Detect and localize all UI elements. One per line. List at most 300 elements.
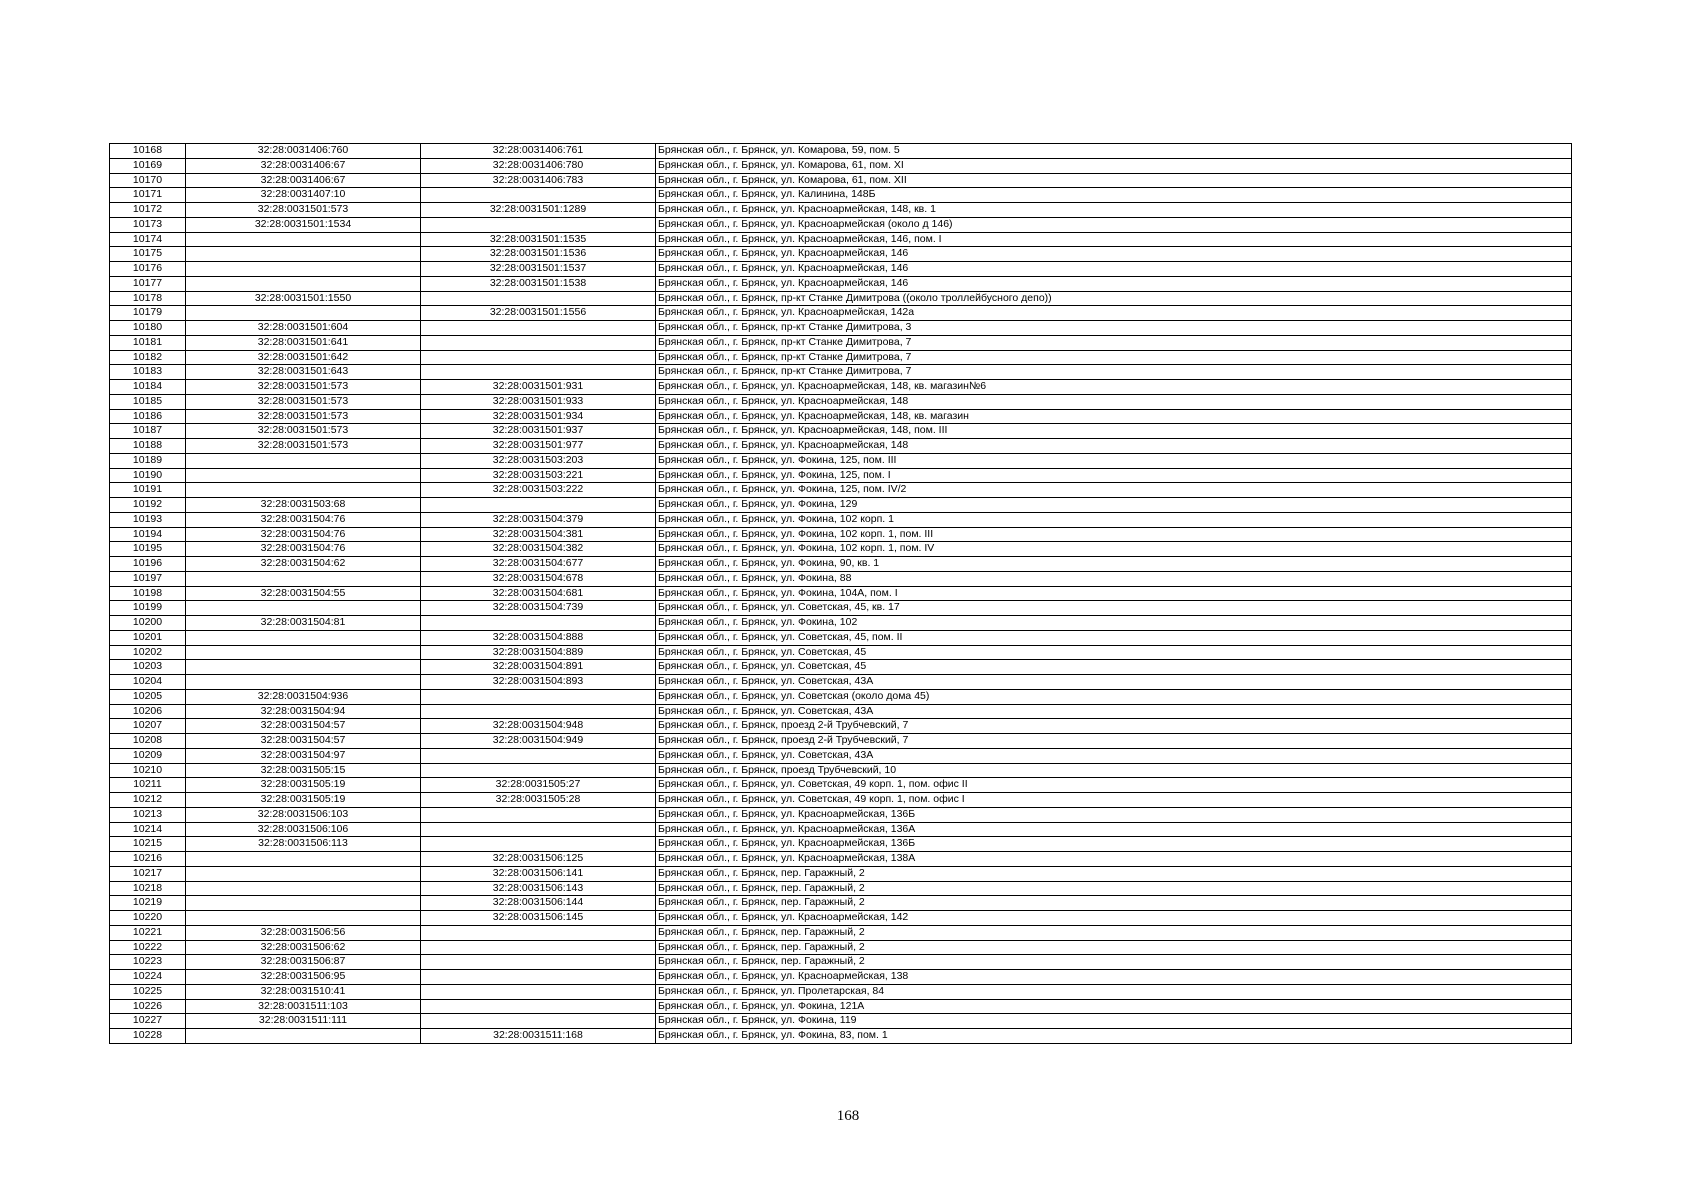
address-cell: Брянская обл., г. Брянск, пер. Гаражный, 2: [656, 955, 1572, 970]
table-row: [110, 763, 1572, 778]
object-cadastral-number-cell: 32:28:0031503:222: [421, 483, 656, 498]
cadastral-number-cell: 32:28:0031504:76: [186, 527, 421, 542]
cadastral-number-cell: 32:28:0031504:55: [186, 586, 421, 601]
cadastral-number-cell: 32:28:0031504:81: [186, 616, 421, 631]
table-row: [110, 527, 1572, 542]
row-number-cell: 10186: [110, 409, 186, 424]
row-number-cell: 10213: [110, 807, 186, 822]
cadastral-number-cell: 32:28:0031406:67: [186, 158, 421, 173]
table-row: [110, 601, 1572, 616]
address-cell: Брянская обл., г. Брянск, ул. Красноармейская, 136Б: [656, 807, 1572, 822]
cadastral-number-cell: [186, 276, 421, 291]
table-row: [110, 807, 1572, 822]
row-number-cell: 10217: [110, 866, 186, 881]
cadastral-number-cell: 32:28:0031506:113: [186, 837, 421, 852]
cadastral-number-cell: 32:28:0031505:19: [186, 793, 421, 808]
row-number-cell: 10203: [110, 660, 186, 675]
address-cell: Брянская обл., г. Брянск, ул. Красноармейская, 148, пом. III: [656, 424, 1572, 439]
row-number-cell: 10220: [110, 911, 186, 926]
cadastral-number-cell: 32:28:0031505:15: [186, 763, 421, 778]
table-row: [110, 247, 1572, 262]
table-row: [110, 276, 1572, 291]
address-cell: Брянская обл., г. Брянск, проезд 2-й Трубчевский, 7: [656, 719, 1572, 734]
address-cell: Брянская обл., г. Брянск, ул. Пролетарская, 84: [656, 984, 1572, 999]
object-cadastral-number-cell: [421, 970, 656, 985]
cadastral-number-cell: 32:28:0031504:57: [186, 719, 421, 734]
object-cadastral-number-cell: 32:28:0031504:677: [421, 557, 656, 572]
table-row: [110, 335, 1572, 350]
row-number-cell: 10216: [110, 852, 186, 867]
object-cadastral-number-cell: 32:28:0031504:948: [421, 719, 656, 734]
address-cell: Брянская обл., г. Брянск, пер. Гаражный, 2: [656, 940, 1572, 955]
object-cadastral-number-cell: [421, 365, 656, 380]
cadastral-number-cell: [186, 262, 421, 277]
row-number-cell: 10174: [110, 232, 186, 247]
address-cell: Брянская обл., г. Брянск, ул. Фокина, 102: [656, 616, 1572, 631]
address-cell: Брянская обл., г. Брянск, ул. Фокина, 88: [656, 571, 1572, 586]
table-row: [110, 881, 1572, 896]
object-cadastral-number-cell: [421, 763, 656, 778]
cadastral-number-cell: [186, 896, 421, 911]
address-cell: Брянская обл., г. Брянск, пер. Гаражный, 2: [656, 896, 1572, 911]
address-cell: Брянская обл., г. Брянск, пр-кт Станке Димитрова, 3: [656, 321, 1572, 336]
row-number-cell: 10184: [110, 380, 186, 395]
row-number-cell: 10225: [110, 984, 186, 999]
table-row: [110, 719, 1572, 734]
page-number: 168: [836, 1108, 860, 1124]
address-cell: Брянская обл., г. Брянск, ул. Фокина, 102 корп. 1, пом. IV: [656, 542, 1572, 557]
object-cadastral-number-cell: 32:28:0031406:761: [421, 144, 656, 159]
address-cell: Брянская обл., г. Брянск, пр-кт Станке Димитрова ((около троллейбусного депо)): [656, 291, 1572, 306]
object-cadastral-number-cell: [421, 822, 656, 837]
address-cell: Брянская обл., г. Брянск, пер. Гаражный, 2: [656, 881, 1572, 896]
object-cadastral-number-cell: [421, 291, 656, 306]
row-number-cell: 10214: [110, 822, 186, 837]
table-row: [110, 571, 1572, 586]
address-cell: Брянская обл., г. Брянск, ул. Красноармейская, 146: [656, 276, 1572, 291]
table-row: [110, 660, 1572, 675]
row-number-cell: 10181: [110, 335, 186, 350]
address-cell: Брянская обл., г. Брянск, ул. Советская, 49 корп. 1, пом. офис I: [656, 793, 1572, 808]
object-cadastral-number-cell: 32:28:0031501:977: [421, 439, 656, 454]
row-number-cell: 10194: [110, 527, 186, 542]
row-number-cell: 10207: [110, 719, 186, 734]
row-number-cell: 10224: [110, 970, 186, 985]
object-cadastral-number-cell: 32:28:0031501:933: [421, 394, 656, 409]
table-row: [110, 630, 1572, 645]
cadastral-number-cell: [186, 1029, 421, 1044]
address-cell: Брянская обл., г. Брянск, ул. Красноармейская, 138: [656, 970, 1572, 985]
table-row: [110, 144, 1572, 159]
address-cell: Брянская обл., г. Брянск, ул. Красноармейская, 146: [656, 262, 1572, 277]
address-cell: Брянская обл., г. Брянск, ул. Красноармейская, 148: [656, 439, 1572, 454]
cadastral-number-cell: [186, 852, 421, 867]
table-row: [110, 542, 1572, 557]
object-cadastral-number-cell: 32:28:0031501:1556: [421, 306, 656, 321]
object-cadastral-number-cell: 32:28:0031506:141: [421, 866, 656, 881]
table-row: [110, 409, 1572, 424]
row-number-cell: 10171: [110, 188, 186, 203]
object-cadastral-number-cell: 32:28:0031504:888: [421, 630, 656, 645]
address-cell: Брянская обл., г. Брянск, ул. Фокина, 125, пом. I: [656, 468, 1572, 483]
table-row: [110, 689, 1572, 704]
object-cadastral-number-cell: 32:28:0031506:143: [421, 881, 656, 896]
address-cell: Брянская обл., г. Брянск, ул. Советская, 45, кв. 17: [656, 601, 1572, 616]
object-cadastral-number-cell: [421, 498, 656, 513]
cadastral-number-cell: 32:28:0031505:19: [186, 778, 421, 793]
registry-table-body: [110, 144, 1572, 1044]
cadastral-number-cell: [186, 881, 421, 896]
address-cell: Брянская обл., г. Брянск, ул. Комарова, 61, пом. XII: [656, 173, 1572, 188]
object-cadastral-number-cell: [421, 748, 656, 763]
table-row: [110, 866, 1572, 881]
table-row: [110, 306, 1572, 321]
cadastral-number-cell: 32:28:0031501:573: [186, 203, 421, 218]
row-number-cell: 10179: [110, 306, 186, 321]
table-row: [110, 232, 1572, 247]
object-cadastral-number-cell: 32:28:0031506:125: [421, 852, 656, 867]
object-cadastral-number-cell: [421, 984, 656, 999]
address-cell: Брянская обл., г. Брянск, ул. Красноармейская, 148, кв. 1: [656, 203, 1572, 218]
object-cadastral-number-cell: 32:28:0031501:1535: [421, 232, 656, 247]
object-cadastral-number-cell: 32:28:0031406:783: [421, 173, 656, 188]
address-cell: Брянская обл., г. Брянск, ул. Советская, 49 корп. 1, пом. офис II: [656, 778, 1572, 793]
address-cell: Брянская обл., г. Брянск, ул. Красноармейская, 136Б: [656, 837, 1572, 852]
object-cadastral-number-cell: 32:28:0031504:681: [421, 586, 656, 601]
table-row: [110, 217, 1572, 232]
row-number-cell: 10206: [110, 704, 186, 719]
cadastral-number-cell: 32:28:0031501:573: [186, 394, 421, 409]
table-row: [110, 203, 1572, 218]
row-number-cell: 10199: [110, 601, 186, 616]
cadastral-number-cell: 32:28:0031510:41: [186, 984, 421, 999]
address-cell: Брянская обл., г. Брянск, ул. Красноармейская (около д 146): [656, 217, 1572, 232]
object-cadastral-number-cell: 32:28:0031504:678: [421, 571, 656, 586]
row-number-cell: 10170: [110, 173, 186, 188]
object-cadastral-number-cell: [421, 335, 656, 350]
object-cadastral-number-cell: 32:28:0031501:1538: [421, 276, 656, 291]
object-cadastral-number-cell: 32:28:0031504:949: [421, 734, 656, 749]
row-number-cell: 10196: [110, 557, 186, 572]
table-row: [110, 616, 1572, 631]
address-cell: Брянская обл., г. Брянск, ул. Фокина, 125, пом. III: [656, 453, 1572, 468]
object-cadastral-number-cell: 32:28:0031504:381: [421, 527, 656, 542]
row-number-cell: 10209: [110, 748, 186, 763]
object-cadastral-number-cell: 32:28:0031503:203: [421, 453, 656, 468]
row-number-cell: 10180: [110, 321, 186, 336]
row-number-cell: 10190: [110, 468, 186, 483]
address-cell: Брянская обл., г. Брянск, ул. Советская (около дома 45): [656, 689, 1572, 704]
cadastral-number-cell: 32:28:0031501:604: [186, 321, 421, 336]
address-cell: Брянская обл., г. Брянск, ул. Фокина, 83, пом. 1: [656, 1029, 1572, 1044]
object-cadastral-number-cell: [421, 837, 656, 852]
cadastral-number-cell: 32:28:0031501:641: [186, 335, 421, 350]
cadastral-number-cell: 32:28:0031506:62: [186, 940, 421, 955]
cadastral-number-cell: 32:28:0031501:1550: [186, 291, 421, 306]
cadastral-number-cell: 32:28:0031506:106: [186, 822, 421, 837]
object-cadastral-number-cell: 32:28:0031501:931: [421, 380, 656, 395]
row-number-cell: 10212: [110, 793, 186, 808]
cadastral-number-cell: 32:28:0031501:573: [186, 439, 421, 454]
row-number-cell: 10198: [110, 586, 186, 601]
object-cadastral-number-cell: 32:28:0031511:168: [421, 1029, 656, 1044]
cadastral-number-cell: [186, 232, 421, 247]
table-row: [110, 984, 1572, 999]
address-cell: Брянская обл., г. Брянск, проезд Трубчевский, 10: [656, 763, 1572, 778]
row-number-cell: 10201: [110, 630, 186, 645]
address-cell: Брянская обл., г. Брянск, ул. Красноармейская, 148, кв. магазин: [656, 409, 1572, 424]
row-number-cell: 10195: [110, 542, 186, 557]
table-row: [110, 1029, 1572, 1044]
object-cadastral-number-cell: 32:28:0031501:1289: [421, 203, 656, 218]
address-cell: Брянская обл., г. Брянск, ул. Фокина, 102 корп. 1, пом. III: [656, 527, 1572, 542]
object-cadastral-number-cell: [421, 188, 656, 203]
property-registry-table: [109, 143, 1572, 1044]
object-cadastral-number-cell: [421, 689, 656, 704]
address-cell: Брянская обл., г. Брянск, ул. Советская, 43А: [656, 675, 1572, 690]
address-cell: Брянская обл., г. Брянск, ул. Советская, 43А: [656, 748, 1572, 763]
cadastral-number-cell: [186, 645, 421, 660]
address-cell: Брянская обл., г. Брянск, пр-кт Станке Димитрова, 7: [656, 350, 1572, 365]
address-cell: Брянская обл., г. Брянск, ул. Фокина, 102 корп. 1: [656, 512, 1572, 527]
address-cell: Брянская обл., г. Брянск, пер. Гаражный, 2: [656, 866, 1572, 881]
row-number-cell: 10221: [110, 925, 186, 940]
table-row: [110, 778, 1572, 793]
row-number-cell: 10173: [110, 217, 186, 232]
cadastral-number-cell: 32:28:0031407:10: [186, 188, 421, 203]
row-number-cell: 10205: [110, 689, 186, 704]
row-number-cell: 10185: [110, 394, 186, 409]
address-cell: Брянская обл., г. Брянск, пр-кт Станке Димитрова, 7: [656, 335, 1572, 350]
row-number-cell: 10197: [110, 571, 186, 586]
address-cell: Брянская обл., г. Брянск, ул. Калинина, 148Б: [656, 188, 1572, 203]
cadastral-number-cell: [186, 911, 421, 926]
object-cadastral-number-cell: 32:28:0031504:739: [421, 601, 656, 616]
row-number-cell: 10192: [110, 498, 186, 513]
row-number-cell: 10227: [110, 1014, 186, 1029]
object-cadastral-number-cell: [421, 321, 656, 336]
object-cadastral-number-cell: [421, 999, 656, 1014]
object-cadastral-number-cell: 32:28:0031501:1536: [421, 247, 656, 262]
object-cadastral-number-cell: 32:28:0031504:891: [421, 660, 656, 675]
table-row: [110, 586, 1572, 601]
row-number-cell: 10191: [110, 483, 186, 498]
cadastral-number-cell: [186, 483, 421, 498]
object-cadastral-number-cell: [421, 807, 656, 822]
address-cell: Брянская обл., г. Брянск, ул. Советская, 45: [656, 645, 1572, 660]
address-cell: Брянская обл., г. Брянск, ул. Красноармейская, 142а: [656, 306, 1572, 321]
row-number-cell: 10168: [110, 144, 186, 159]
row-number-cell: 10223: [110, 955, 186, 970]
table-row: [110, 837, 1572, 852]
object-cadastral-number-cell: [421, 350, 656, 365]
object-cadastral-number-cell: 32:28:0031406:780: [421, 158, 656, 173]
object-cadastral-number-cell: [421, 955, 656, 970]
address-cell: Брянская обл., г. Брянск, ул. Красноармейская, 146: [656, 247, 1572, 262]
address-cell: Брянская обл., г. Брянск, ул. Комарова, 61, пом. XI: [656, 158, 1572, 173]
cadastral-number-cell: 32:28:0031504:76: [186, 512, 421, 527]
object-cadastral-number-cell: 32:28:0031501:937: [421, 424, 656, 439]
row-number-cell: 10175: [110, 247, 186, 262]
row-number-cell: 10189: [110, 453, 186, 468]
table-row: [110, 188, 1572, 203]
cadastral-number-cell: [186, 675, 421, 690]
object-cadastral-number-cell: 32:28:0031504:893: [421, 675, 656, 690]
cadastral-number-cell: [186, 468, 421, 483]
table-row: [110, 424, 1572, 439]
table-row: [110, 394, 1572, 409]
cadastral-number-cell: 32:28:0031501:573: [186, 424, 421, 439]
object-cadastral-number-cell: 32:28:0031504:379: [421, 512, 656, 527]
object-cadastral-number-cell: 32:28:0031506:145: [421, 911, 656, 926]
address-cell: Брянская обл., г. Брянск, ул. Советская, 45, пом. II: [656, 630, 1572, 645]
cadastral-number-cell: [186, 247, 421, 262]
address-cell: Брянская обл., г. Брянск, ул. Комарова, 59, пом. 5: [656, 144, 1572, 159]
table-row: [110, 468, 1572, 483]
object-cadastral-number-cell: 32:28:0031501:934: [421, 409, 656, 424]
table-row: [110, 1014, 1572, 1029]
table-row: [110, 748, 1572, 763]
object-cadastral-number-cell: [421, 940, 656, 955]
row-number-cell: 10218: [110, 881, 186, 896]
table-row: [110, 940, 1572, 955]
object-cadastral-number-cell: 32:28:0031505:27: [421, 778, 656, 793]
table-row: [110, 955, 1572, 970]
table-row: [110, 925, 1572, 940]
table-row: [110, 158, 1572, 173]
address-cell: Брянская обл., г. Брянск, ул. Фокина, 119: [656, 1014, 1572, 1029]
row-number-cell: 10187: [110, 424, 186, 439]
table-row: [110, 321, 1572, 336]
cadastral-number-cell: 32:28:0031501:573: [186, 409, 421, 424]
cadastral-number-cell: [186, 571, 421, 586]
address-cell: Брянская обл., г. Брянск, ул. Красноармейская, 136А: [656, 822, 1572, 837]
table-row: [110, 350, 1572, 365]
object-cadastral-number-cell: [421, 217, 656, 232]
row-number-cell: 10226: [110, 999, 186, 1014]
table-row: [110, 439, 1572, 454]
row-number-cell: 10182: [110, 350, 186, 365]
table-row: [110, 380, 1572, 395]
cadastral-number-cell: 32:28:0031511:111: [186, 1014, 421, 1029]
row-number-cell: 10211: [110, 778, 186, 793]
object-cadastral-number-cell: 32:28:0031504:889: [421, 645, 656, 660]
row-number-cell: 10210: [110, 763, 186, 778]
table-row: [110, 822, 1572, 837]
row-number-cell: 10202: [110, 645, 186, 660]
cadastral-number-cell: 32:28:0031511:103: [186, 999, 421, 1014]
row-number-cell: 10193: [110, 512, 186, 527]
object-cadastral-number-cell: [421, 616, 656, 631]
row-number-cell: 10188: [110, 439, 186, 454]
table-row: [110, 911, 1572, 926]
cadastral-number-cell: 32:28:0031503:68: [186, 498, 421, 513]
address-cell: Брянская обл., г. Брянск, ул. Фокина, 129: [656, 498, 1572, 513]
cadastral-number-cell: 32:28:0031501:1534: [186, 217, 421, 232]
address-cell: Брянская обл., г. Брянск, ул. Красноармейская, 148, кв. магазин№6: [656, 380, 1572, 395]
cadastral-number-cell: 32:28:0031506:103: [186, 807, 421, 822]
table-row: [110, 896, 1572, 911]
row-number-cell: 10219: [110, 896, 186, 911]
row-number-cell: 10215: [110, 837, 186, 852]
cadastral-number-cell: 32:28:0031406:760: [186, 144, 421, 159]
cadastral-number-cell: 32:28:0031504:94: [186, 704, 421, 719]
row-number-cell: 10222: [110, 940, 186, 955]
table-row: [110, 557, 1572, 572]
row-number-cell: 10228: [110, 1029, 186, 1044]
cadastral-number-cell: 32:28:0031406:67: [186, 173, 421, 188]
object-cadastral-number-cell: [421, 1014, 656, 1029]
cadastral-number-cell: 32:28:0031504:97: [186, 748, 421, 763]
address-cell: Брянская обл., г. Брянск, ул. Красноармейская, 148: [656, 394, 1572, 409]
object-cadastral-number-cell: [421, 704, 656, 719]
cadastral-number-cell: 32:28:0031501:642: [186, 350, 421, 365]
address-cell: Брянская обл., г. Брянск, ул. Фокина, 90, кв. 1: [656, 557, 1572, 572]
table-row: [110, 498, 1572, 513]
table-row: [110, 512, 1572, 527]
row-number-cell: 10208: [110, 734, 186, 749]
cadastral-number-cell: [186, 601, 421, 616]
table-row: [110, 852, 1572, 867]
row-number-cell: 10183: [110, 365, 186, 380]
object-cadastral-number-cell: [421, 925, 656, 940]
row-number-cell: 10176: [110, 262, 186, 277]
row-number-cell: 10177: [110, 276, 186, 291]
address-cell: Брянская обл., г. Брянск, ул. Фокина, 104А, пом. I: [656, 586, 1572, 601]
cadastral-number-cell: 32:28:0031501:643: [186, 365, 421, 380]
table-row: [110, 291, 1572, 306]
object-cadastral-number-cell: 32:28:0031501:1537: [421, 262, 656, 277]
cadastral-number-cell: 32:28:0031506:95: [186, 970, 421, 985]
address-cell: Брянская обл., г. Брянск, ул. Фокина, 125, пом. IV/2: [656, 483, 1572, 498]
cadastral-number-cell: 32:28:0031501:573: [186, 380, 421, 395]
address-cell: Брянская обл., г. Брянск, ул. Советская, 43А: [656, 704, 1572, 719]
row-number-cell: 10204: [110, 675, 186, 690]
table-row: [110, 793, 1572, 808]
address-cell: Брянская обл., г. Брянск, ул. Красноармейская, 142: [656, 911, 1572, 926]
object-cadastral-number-cell: 32:28:0031504:382: [421, 542, 656, 557]
cadastral-number-cell: [186, 630, 421, 645]
row-number-cell: 10178: [110, 291, 186, 306]
address-cell: Брянская обл., г. Брянск, пер. Гаражный, 2: [656, 925, 1572, 940]
address-cell: Брянская обл., г. Брянск, ул. Красноармейская, 138А: [656, 852, 1572, 867]
cadastral-number-cell: 32:28:0031506:56: [186, 925, 421, 940]
address-cell: Брянская обл., г. Брянск, ул. Красноармейская, 146, пом. I: [656, 232, 1572, 247]
table-row: [110, 645, 1572, 660]
row-number-cell: 10200: [110, 616, 186, 631]
cadastral-number-cell: 32:28:0031504:76: [186, 542, 421, 557]
table-row: [110, 970, 1572, 985]
cadastral-number-cell: 32:28:0031506:87: [186, 955, 421, 970]
object-cadastral-number-cell: 32:28:0031506:144: [421, 896, 656, 911]
table-row: [110, 173, 1572, 188]
cadastral-number-cell: 32:28:0031504:936: [186, 689, 421, 704]
row-number-cell: 10169: [110, 158, 186, 173]
table-row: [110, 704, 1572, 719]
table-row: [110, 734, 1572, 749]
table-row: [110, 453, 1572, 468]
cadastral-number-cell: 32:28:0031504:62: [186, 557, 421, 572]
object-cadastral-number-cell: 32:28:0031505:28: [421, 793, 656, 808]
table-row: [110, 999, 1572, 1014]
address-cell: Брянская обл., г. Брянск, проезд 2-й Трубчевский, 7: [656, 734, 1572, 749]
cadastral-number-cell: 32:28:0031504:57: [186, 734, 421, 749]
address-cell: Брянская обл., г. Брянск, пр-кт Станке Димитрова, 7: [656, 365, 1572, 380]
cadastral-number-cell: [186, 866, 421, 881]
table-row: [110, 262, 1572, 277]
table-row: [110, 365, 1572, 380]
object-cadastral-number-cell: 32:28:0031503:221: [421, 468, 656, 483]
